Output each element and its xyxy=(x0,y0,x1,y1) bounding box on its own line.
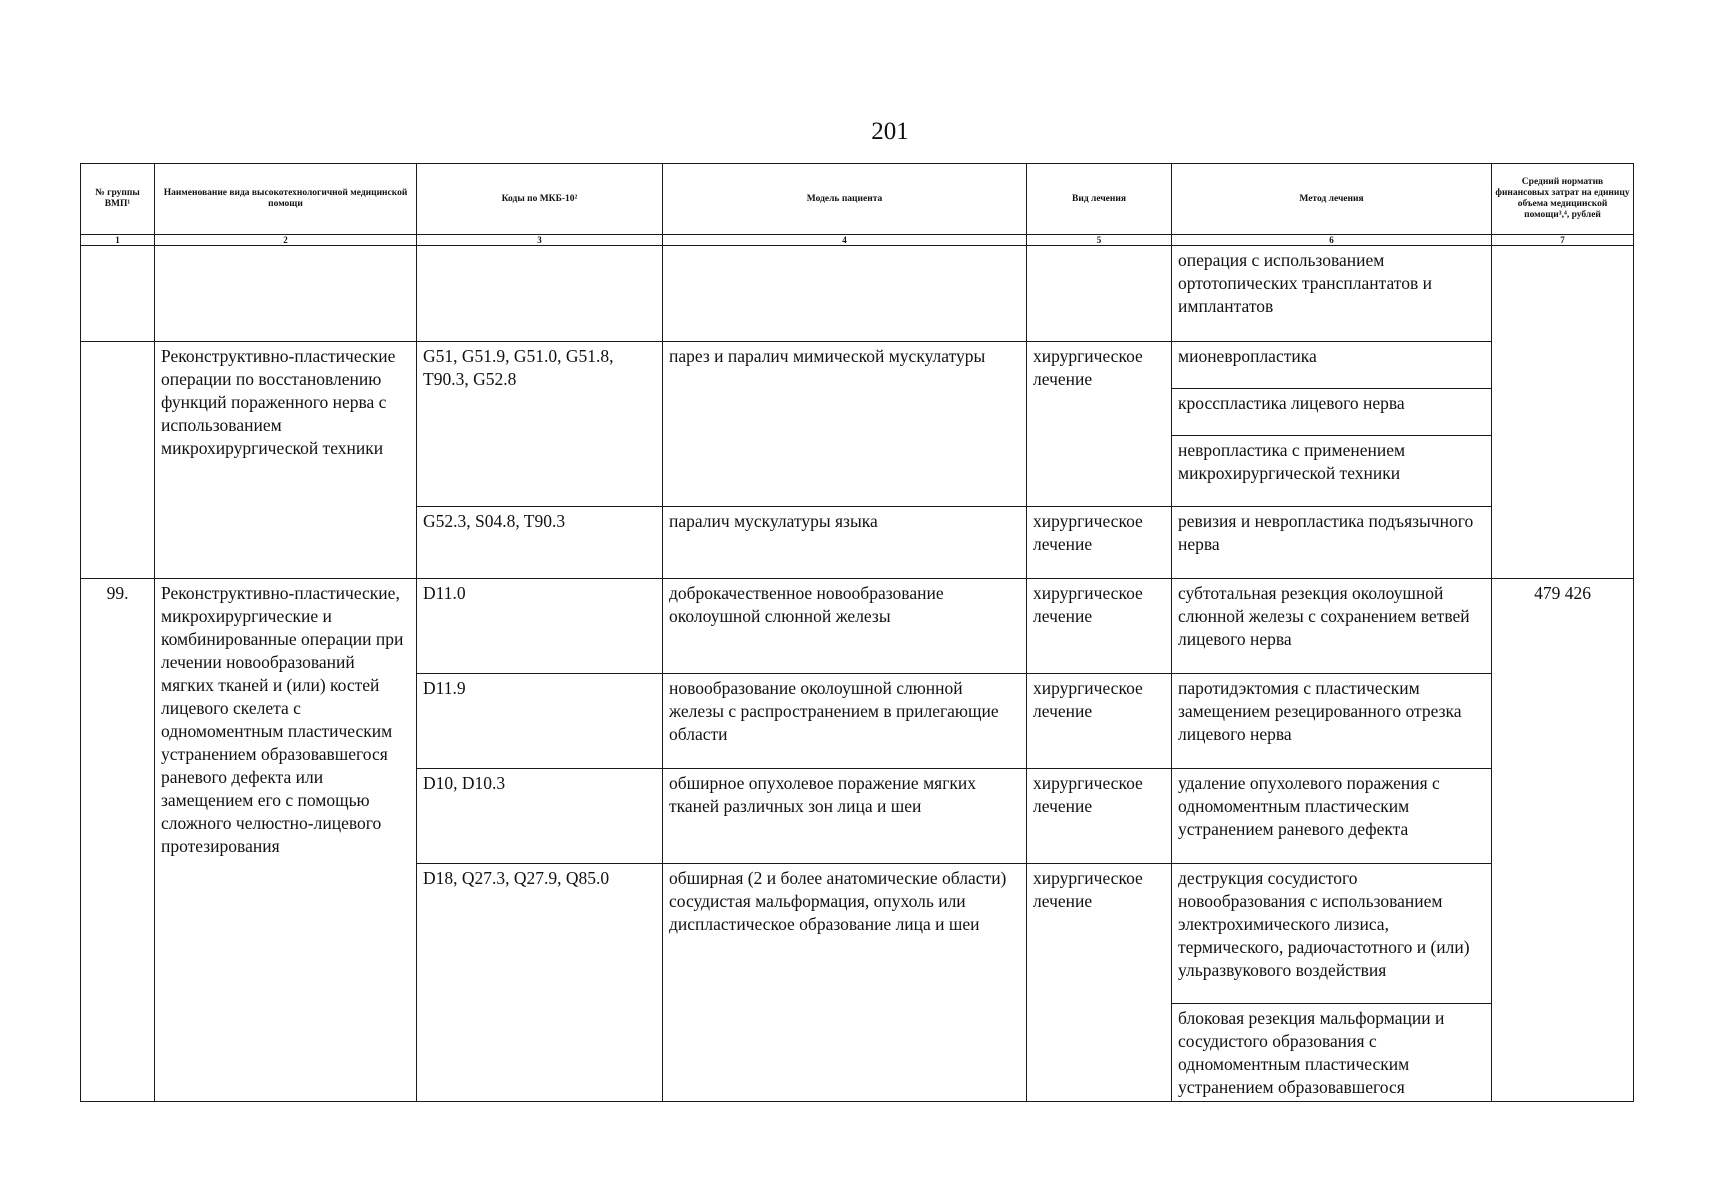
cell-name: Реконструктивно-пластические операции по восстановлению функций пораженного нерва с использованием микрохирургической техники xyxy=(155,342,417,579)
cell-treatment: хирургическое лечение xyxy=(1027,864,1172,1102)
header-treatment-method: Метод лечения xyxy=(1172,164,1492,235)
column-number: 4 xyxy=(663,235,1027,246)
column-number: 6 xyxy=(1172,235,1492,246)
column-number: 2 xyxy=(155,235,417,246)
cell-codes: D10, D10.3 xyxy=(417,769,663,864)
header-icd-codes: Коды по МКБ-10² xyxy=(417,164,663,235)
cell-method: деструкция сосудистого новообразования с использованием электрохимического лизиса, термического, радиочастотного и (или) ульразвукового воздействия xyxy=(1172,864,1492,1004)
cell-codes xyxy=(417,246,663,342)
cell-model: доброкачественное новообразование околоушной слюнной железы xyxy=(663,579,1027,674)
header-row xyxy=(81,164,1634,235)
column-number: 3 xyxy=(417,235,663,246)
cell-treatment: хирургическое лечение xyxy=(1027,579,1172,674)
header-group-number: № группы ВМП¹ xyxy=(81,164,155,235)
cell-codes: G51, G51.9, G51.0, G51.8, T90.3, G52.8 xyxy=(417,342,663,507)
cell-model: паралич мускулатуры языка xyxy=(663,507,1027,579)
cell-method: субтотальная резекция околоушной слюнной железы с сохранением ветвей лицевого нерва xyxy=(1172,579,1492,674)
cell-method: мионевропластика xyxy=(1172,342,1492,389)
cell-model xyxy=(663,246,1027,342)
header-average-cost: Средний норматив финансовых затрат на единицу объема медицинской помощи³,⁴, рублей xyxy=(1492,164,1634,235)
column-number-row xyxy=(81,235,1634,246)
cell-treatment: хирургическое лечение xyxy=(1027,507,1172,579)
cell-treatment: хирургическое лечение xyxy=(1027,342,1172,507)
cell-method: операция с использованием ортотопических трансплантатов и имплантатов xyxy=(1172,246,1492,342)
column-number: 5 xyxy=(1027,235,1172,246)
header-patient-model: Модель пациента xyxy=(663,164,1027,235)
cell-group: 99. xyxy=(81,579,155,1102)
table-row xyxy=(81,342,1634,389)
cell-treatment: хирургическое лечение xyxy=(1027,674,1172,769)
cell-method: удаление опухолевого поражения с одномоментным пластическим устранением раневого дефекта xyxy=(1172,769,1492,864)
column-number: 7 xyxy=(1492,235,1634,246)
cell-method: блоковая резекция мальформации и сосудистого образования с одномоментным пластическим устранением образовавшегося xyxy=(1172,1004,1492,1102)
cell-name xyxy=(155,246,417,342)
header-treatment-type: Вид лечения xyxy=(1027,164,1172,235)
cell-model: обширное опухолевое поражение мягких тканей различных зон лица и шеи xyxy=(663,769,1027,864)
page-number: 201 xyxy=(871,118,909,145)
cell-treatment xyxy=(1027,246,1172,342)
header-care-type-name: Наименование вида высокотехнологичной медицинской помощи xyxy=(155,164,417,235)
cell-method: ревизия и невропластика подъязычного нерва xyxy=(1172,507,1492,579)
cell-name: Реконструктивно-пластические, микрохирургические и комбинированные операции при лечении новообразований мягких тканей и (или) костей лицевого скелета с одномоментным пластическим устранением образовавшегося раневого дефекта или замещением его с помощью сложного челюстно-лицевого протезирования xyxy=(155,579,417,1102)
cell-method: паротидэктомия с пластическим замещением резецированного отрезка лицевого нерва xyxy=(1172,674,1492,769)
table-row xyxy=(81,579,1634,674)
cell-cost: 479 426 xyxy=(1492,579,1634,1102)
cell-codes: D18, Q27.3, Q27.9, Q85.0 xyxy=(417,864,663,1102)
cell-codes: G52.3, S04.8, T90.3 xyxy=(417,507,663,579)
cell-cost xyxy=(1492,246,1634,579)
column-number: 1 xyxy=(81,235,155,246)
cell-codes: D11.9 xyxy=(417,674,663,769)
cell-method: кросспластика лицевого нерва xyxy=(1172,389,1492,436)
cell-model: обширная (2 и более анатомические области) сосудистая мальформация, опухоль или диспластическое образование лица и шеи xyxy=(663,864,1027,1102)
vmp-table xyxy=(80,163,1634,1102)
cell-model: новообразование околоушной слюнной железы с распространением в прилегающие области xyxy=(663,674,1027,769)
table-row xyxy=(81,246,1634,342)
cell-method: невропластика с применением микрохирургической техники xyxy=(1172,436,1492,507)
cell-group xyxy=(81,246,155,342)
cell-model: парез и паралич мимической мускулатуры xyxy=(663,342,1027,507)
cell-codes: D11.0 xyxy=(417,579,663,674)
cell-treatment: хирургическое лечение xyxy=(1027,769,1172,864)
cell-group xyxy=(81,342,155,579)
